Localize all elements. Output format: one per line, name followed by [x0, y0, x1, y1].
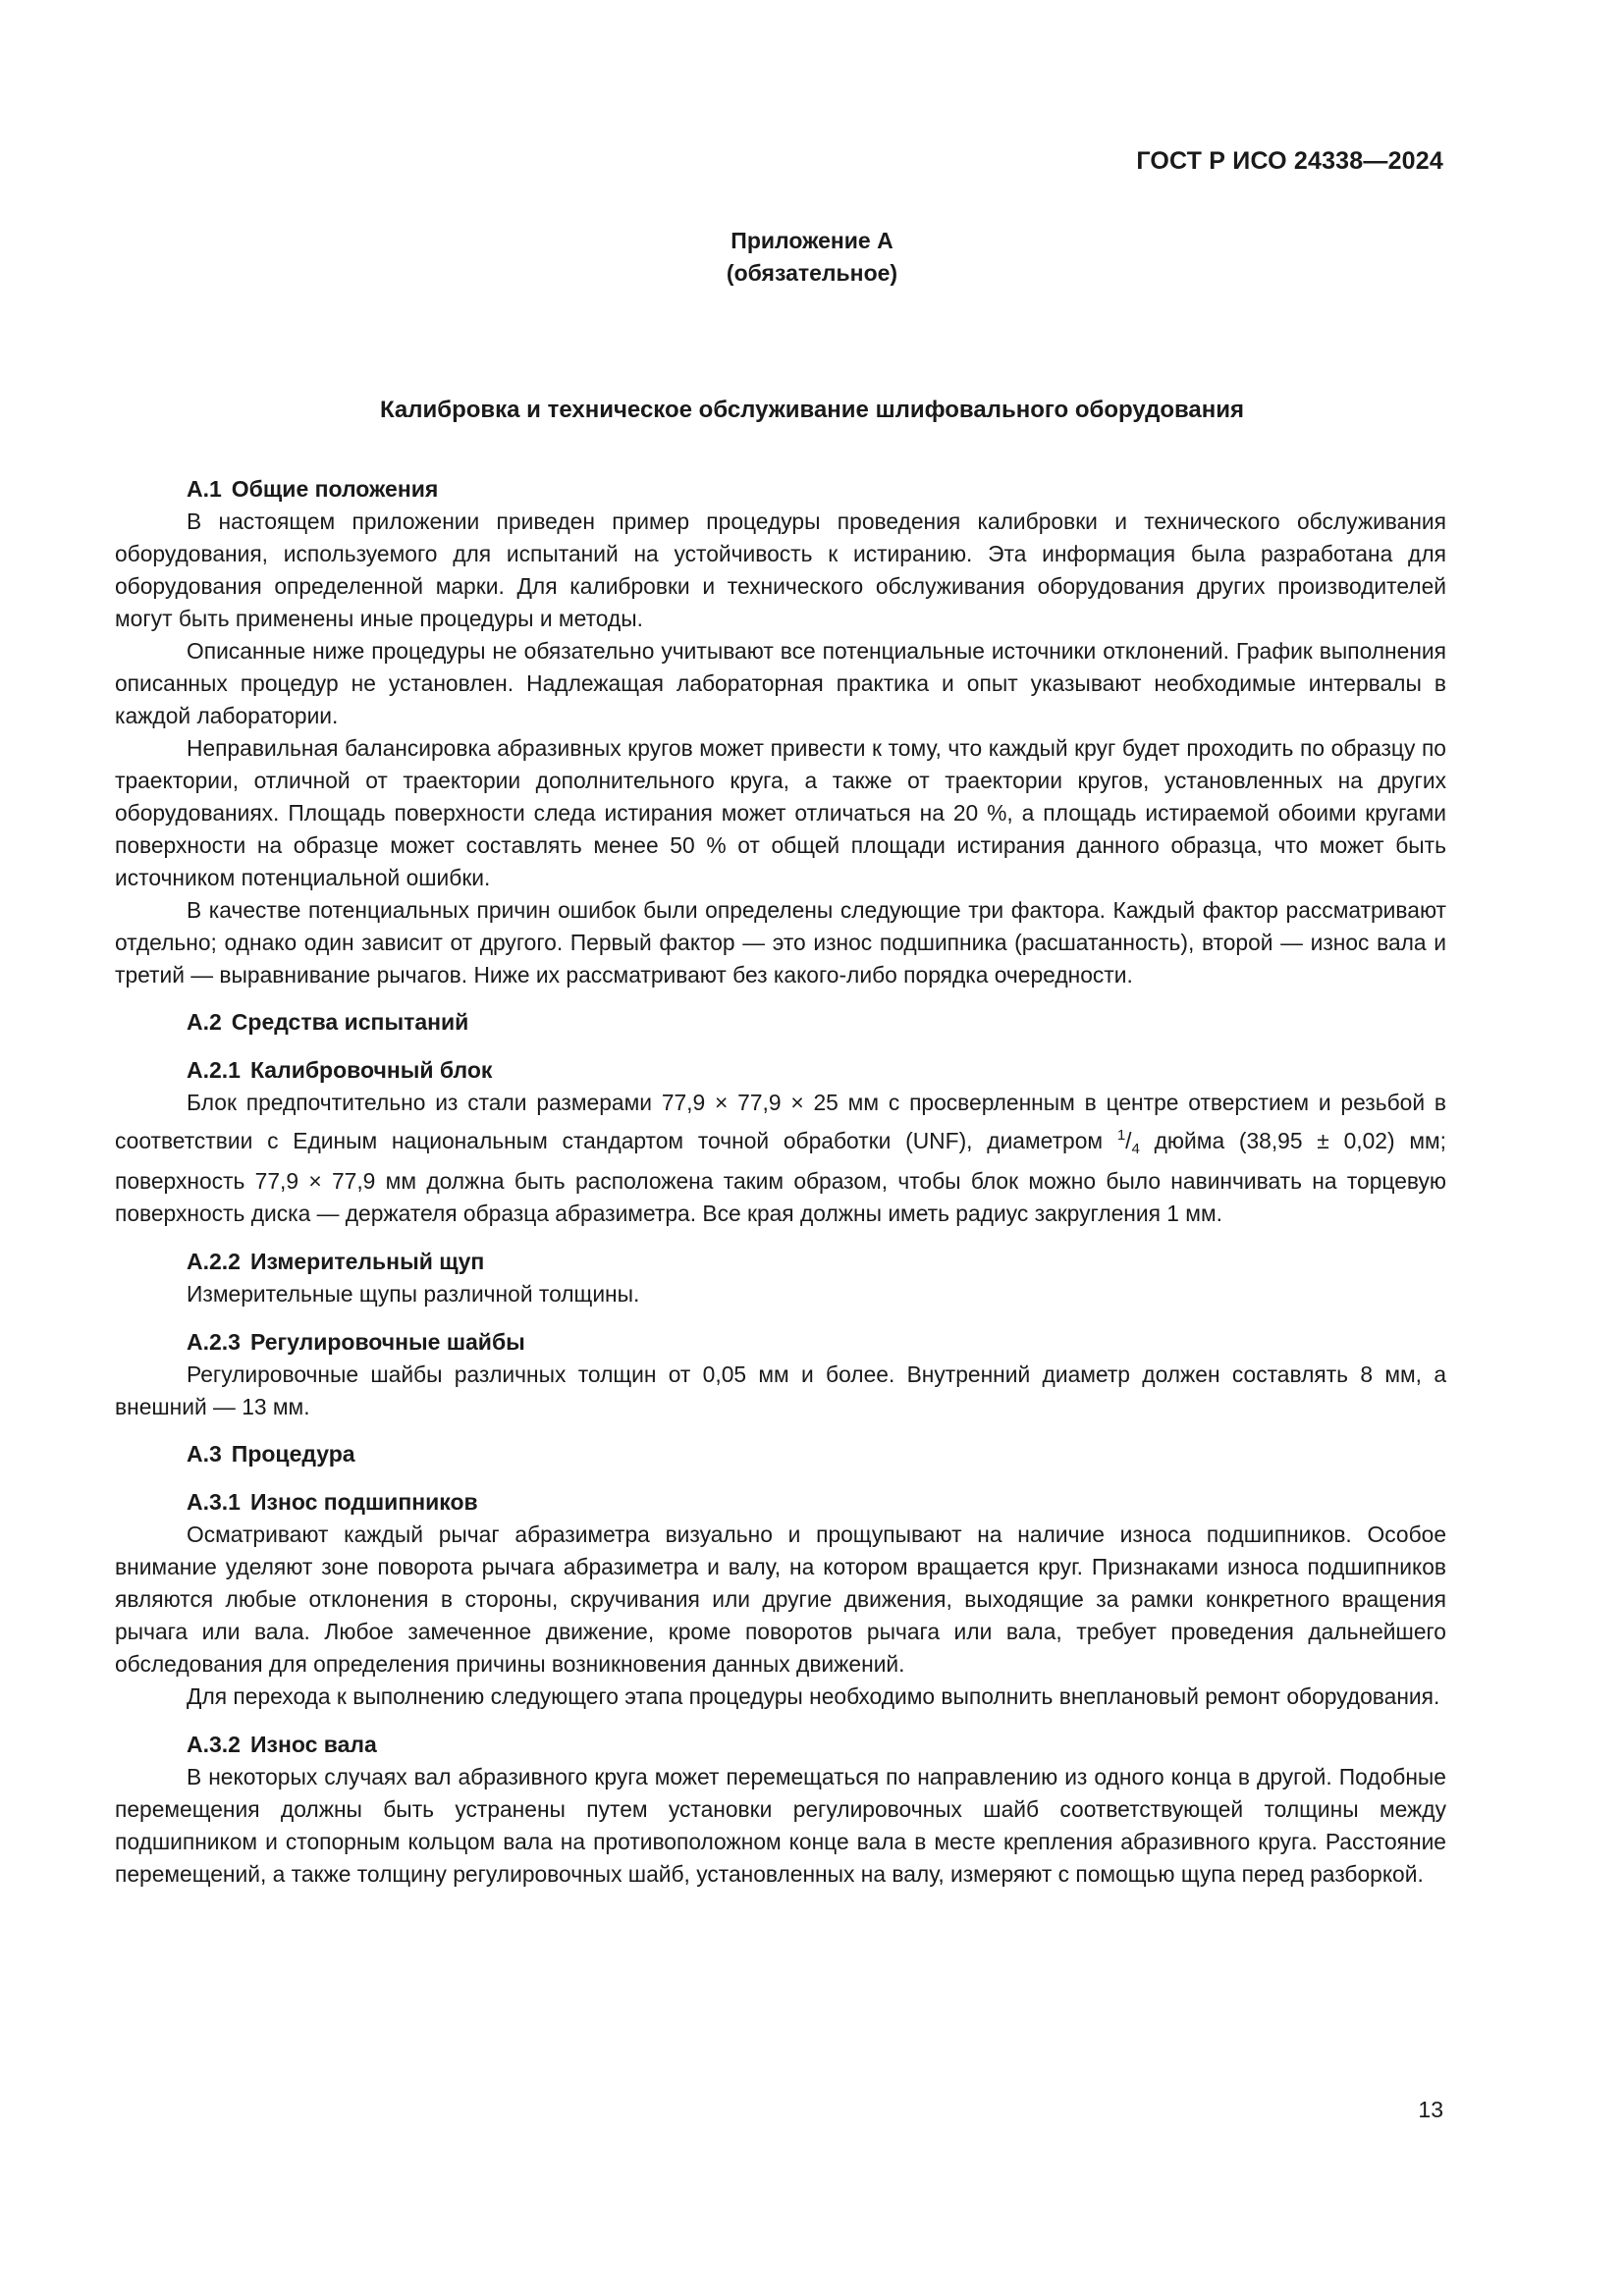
paragraph: Для перехода к выполнению следующего этапа процедуры необходимо выполнить внеплановый ремонт оборудования. [187, 1683, 1440, 1709]
paragraph: В настоящем приложении приведен пример процедуры проведения калибровки и технического обслуживания оборудования, используемого для испытаний на устойчивость к истиранию. Эта информация была разработана для оборудования определенной марки. Для калибровки и технического обслуживания оборудования других производителей могут быть применены иные процедуры и методы. [115, 508, 1446, 631]
paragraph: Блок предпочтительно из стали размерами 77,9 × 77,9 × 25 мм с просверленным в центре отверстием и резьбой в соответствии с Единым национальным стандартом точной обработки (UNF), диаметром $^1/_4$ дюйма (38,95 ± 0,02) мм; поверхность 77,9 × 77,9 мм должна быть расположена таким образом, чтобы блок можно было навинчивать на торцевую поверхность диска — держателя образца абразиметра. Все края должны иметь радиус закругления 1 мм. [115, 1090, 1446, 1226]
subsection-heading-a2-1: А.2.1 Калибровочный блок [187, 1057, 493, 1083]
section-heading-a1: А.1 Общие положения [187, 476, 439, 502]
paragraph: В качестве потенциальных причин ошибок были определены следующие три фактора. Каждый фактор рассматривают отдельно; однако один зависит от другого. Первый фактор — это износ подшипника (расшатанность), второй — износ вала и третий — выравнивание рычагов. Ниже их рассматривают без какого-либо порядка очередности. [115, 897, 1446, 988]
subsection-heading-a3-2: А.3.2 Износ вала [187, 1732, 377, 1757]
paragraph: В некоторых случаях вал абразивного круга может перемещаться по направлению из одного конца в другой. Подобные перемещения должны быть устранены путем установки регулировочных шайб соответствующей толщины между подшипником и стопорным кольцом вала на противоположном конце вала в месте крепления абразивного круга. Расстояние перемещений, а также толщину регулировочных шайб, установленных на валу, измеряют с помощью щупа перед разборкой. [115, 1764, 1446, 1887]
paragraph: Описанные ниже процедуры не обязательно учитывают все потенциальные источники отклонений. График выполнения описанных процедур не установлен. Надлежащая лабораторная практика и опыт указывают необходимые интервалы в каждой лаборатории. [115, 638, 1446, 728]
paragraph: Измерительные щупы различной толщины. [187, 1281, 640, 1307]
annex-label: Приложение А [731, 228, 893, 253]
document-id: ГОСТ Р ИСО 24338—2024 [1136, 147, 1443, 175]
paragraph: Осматривают каждый рычаг абразиметра визуально и прощупывают на наличие износа подшипников. Особое внимание уделяют зоне поворота рычага абразиметра и валу, на котором вращается круг. Признаками износа подшипников являются любые отклонения в стороны, скручивания или другие движения, выходящие за рамки конкретного вращения рычага или вала. Любое замеченное движение, кроме поворотов рычага или вала, требует проведения дальнейшего обследования для определения причины возникновения данных движений. [115, 1522, 1446, 1677]
paragraph: Регулировочные шайбы различных толщин от 0,05 мм и более. Внутренний диаметр должен составлять 8 мм, а внешний — 13 мм. [115, 1362, 1446, 1419]
page-number: 13 [1418, 2097, 1443, 2122]
section-heading-a3: А.3 Процедура [187, 1441, 355, 1467]
paragraph: Неправильная балансировка абразивных кругов может привести к тому, что каждый круг будет проходить по образцу по траектории, отличной от траектории дополнительного круга, а также от траектории кругов, установленных на других оборудованиях. Площадь поверхности следа истирания может отличаться на 20 %, а площадь истираемой обоими кругами поверхности на образце может составлять менее 50 % от общей площади истирания данного образца, что может быть источником потенциальной ошибки. [115, 735, 1446, 890]
annex-status: (обязательное) [726, 260, 898, 286]
subsection-heading-a2-3: А.2.3 Регулировочные шайбы [187, 1329, 525, 1355]
subsection-heading-a3-1: А.3.1 Износ подшипников [187, 1489, 478, 1515]
annex-heading [0, 225, 1624, 290]
section-heading-a2: А.2 Средства испытаний [187, 1009, 469, 1035]
subsection-heading-a2-2: А.2.2 Измерительный щуп [187, 1249, 485, 1274]
document-body [115, 473, 1446, 1891]
annex-title: Калибровка и техническое обслуживание шлифовального оборудования [379, 397, 1245, 423]
fraction: $^1/_4$ [1116, 1127, 1140, 1157]
